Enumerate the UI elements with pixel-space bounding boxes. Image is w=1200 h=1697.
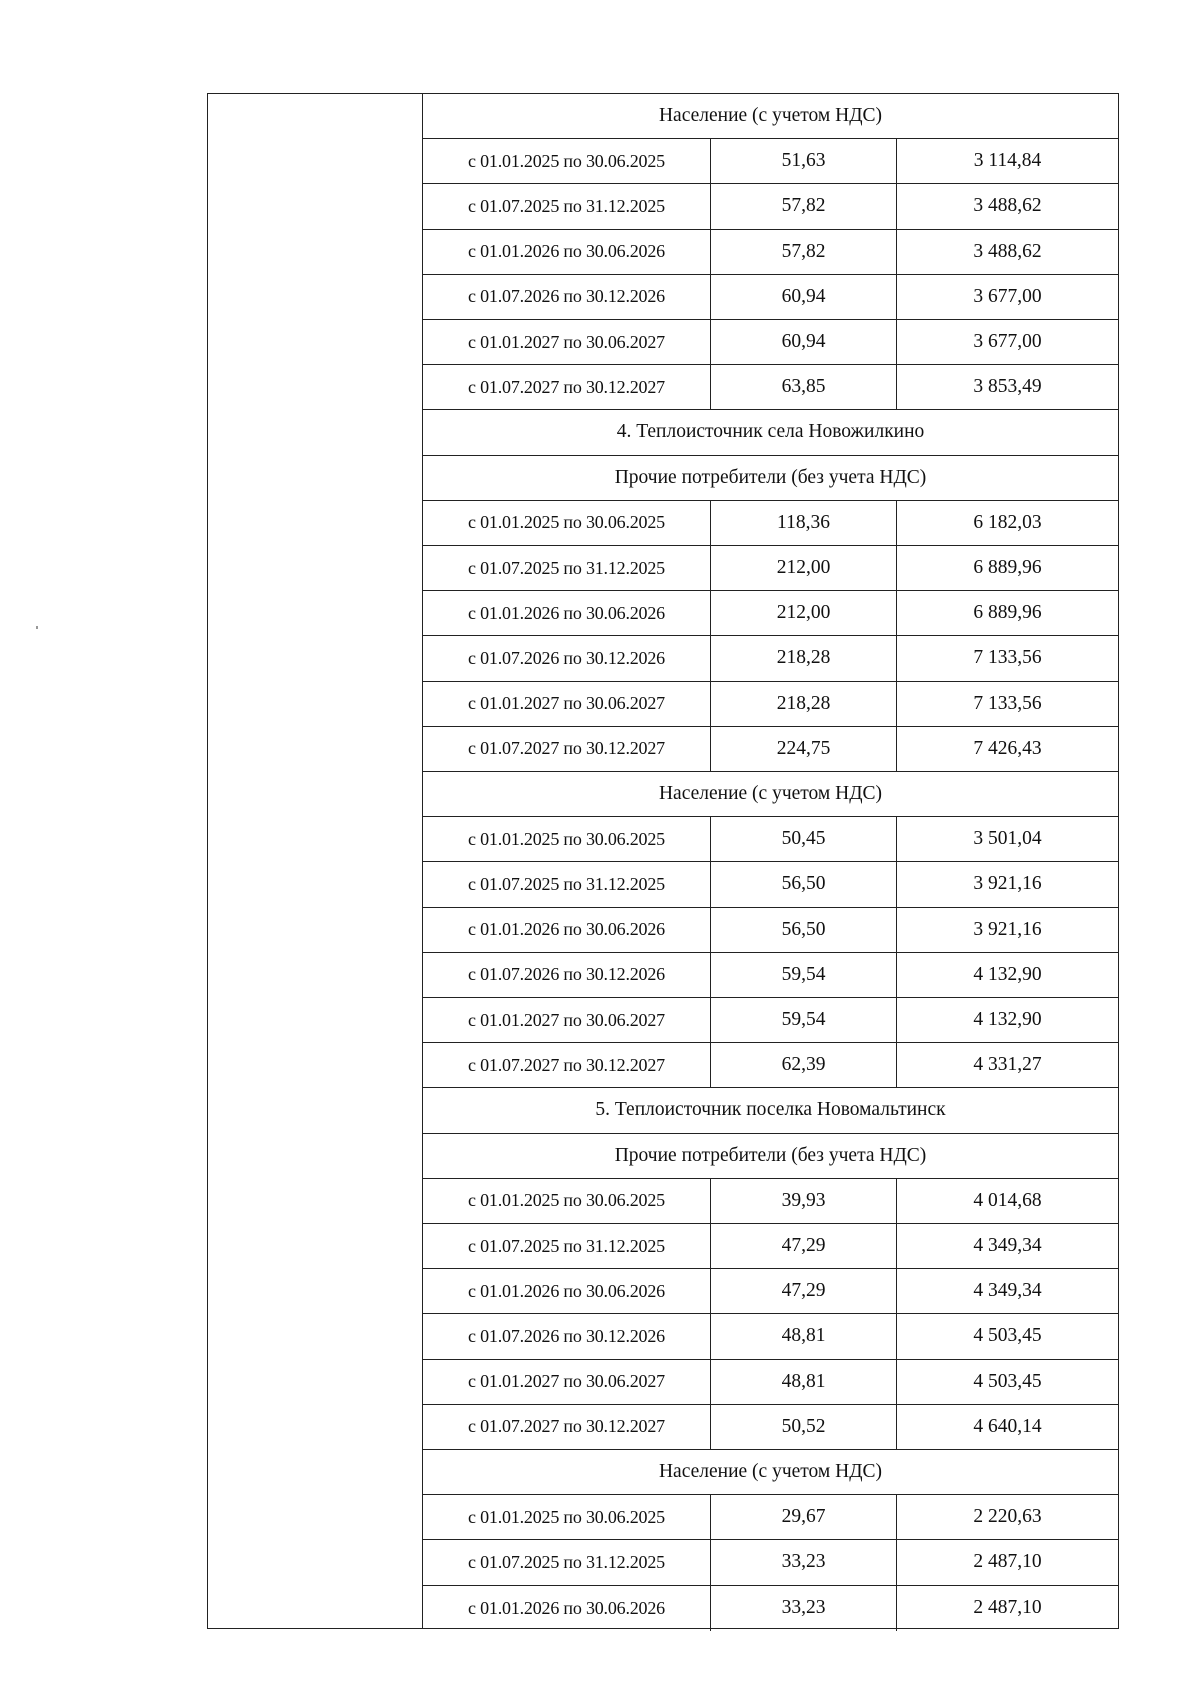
value-cell-2: 2 487,10 bbox=[973, 1551, 1042, 1573]
table-row bbox=[423, 320, 1118, 365]
scan-speck bbox=[36, 626, 38, 629]
table-row bbox=[423, 139, 1118, 184]
section-header-row bbox=[423, 94, 1118, 139]
section-header: 5. Теплоисточник поселка Новомальтинск bbox=[595, 1099, 946, 1121]
value-cell-2: 4 349,34 bbox=[973, 1280, 1042, 1302]
period-cell: с 01.07.2026 по 30.12.2026 bbox=[423, 1314, 711, 1358]
table-row bbox=[423, 501, 1118, 546]
value-cell-1: 51,63 bbox=[711, 139, 897, 183]
table-row bbox=[423, 275, 1118, 320]
value-cell-2: 4 132,90 bbox=[973, 963, 1042, 985]
value-cell-2: 6 889,96 bbox=[973, 557, 1042, 579]
section-header: Прочие потребители (без учета НДС) bbox=[614, 466, 927, 488]
period-cell: с 01.01.2027 по 30.06.2027 bbox=[423, 320, 711, 364]
value-cell-2: 7 133,56 bbox=[973, 647, 1042, 669]
period-cell: с 01.01.2026 по 30.06.2026 bbox=[423, 1269, 711, 1313]
section-header: Население (с учетом НДС) bbox=[658, 105, 883, 127]
value-cell-2: 4 331,27 bbox=[973, 1054, 1042, 1076]
value-cell-1: 212,00 bbox=[711, 546, 897, 590]
value-cell-1: 224,75 bbox=[711, 727, 897, 771]
table-row bbox=[423, 1269, 1118, 1314]
value-cell-1: 63,85 bbox=[711, 365, 897, 409]
value-cell-2: 2 487,10 bbox=[973, 1597, 1042, 1619]
table-row bbox=[423, 1586, 1118, 1631]
table-row bbox=[423, 998, 1118, 1043]
value-cell-1: 218,28 bbox=[711, 636, 897, 680]
value-cell-2: 2 220,63 bbox=[973, 1506, 1042, 1528]
table-row bbox=[423, 1043, 1118, 1088]
table-row bbox=[423, 365, 1118, 410]
period-cell: с 01.01.2025 по 30.06.2025 bbox=[423, 139, 711, 183]
section-header-row bbox=[423, 1450, 1118, 1495]
section-header-row bbox=[423, 1088, 1118, 1133]
value-cell-2: 4 349,34 bbox=[973, 1235, 1042, 1257]
value-cell-1: 57,82 bbox=[711, 230, 897, 274]
section-header: Прочие потребители (без учета НДС) bbox=[614, 1144, 927, 1166]
value-cell-2: 4 014,68 bbox=[973, 1189, 1042, 1211]
period-cell: с 01.07.2026 по 30.12.2026 bbox=[423, 636, 711, 680]
value-cell-1: 50,45 bbox=[711, 817, 897, 861]
section-header-row bbox=[423, 772, 1118, 817]
tariff-table bbox=[207, 93, 1119, 1629]
value-cell-1: 56,50 bbox=[711, 862, 897, 906]
period-cell: с 01.07.2025 по 31.12.2025 bbox=[423, 1224, 711, 1268]
section-header: 4. Теплоисточник села Новожилкино bbox=[616, 421, 925, 443]
period-cell: с 01.07.2025 по 31.12.2025 bbox=[423, 1540, 711, 1584]
value-cell-1: 48,81 bbox=[711, 1360, 897, 1404]
period-cell: с 01.07.2026 по 30.12.2026 bbox=[423, 953, 711, 997]
table-row bbox=[423, 908, 1118, 953]
section-header-row bbox=[423, 1134, 1118, 1179]
value-cell-2: 4 132,90 bbox=[973, 1009, 1042, 1031]
value-cell-1: 47,29 bbox=[711, 1269, 897, 1313]
period-cell: с 01.07.2025 по 31.12.2025 bbox=[423, 184, 711, 228]
period-cell: с 01.07.2025 по 31.12.2025 bbox=[423, 546, 711, 590]
period-cell: с 01.01.2027 по 30.06.2027 bbox=[423, 1360, 711, 1404]
value-cell-2: 3 677,00 bbox=[973, 285, 1042, 307]
value-cell-2: 4 640,14 bbox=[973, 1415, 1042, 1437]
value-cell-2: 3 488,62 bbox=[973, 240, 1042, 262]
value-cell-2: 4 503,45 bbox=[973, 1370, 1042, 1392]
table-row bbox=[423, 636, 1118, 681]
value-cell-2: 3 853,49 bbox=[973, 376, 1042, 398]
table-row bbox=[423, 184, 1118, 229]
period-cell: с 01.01.2025 по 30.06.2025 bbox=[423, 1179, 711, 1223]
period-cell: с 01.01.2025 по 30.06.2025 bbox=[423, 817, 711, 861]
value-cell-1: 118,36 bbox=[711, 501, 897, 545]
value-cell-1: 218,28 bbox=[711, 682, 897, 726]
period-cell: с 01.01.2026 по 30.06.2026 bbox=[423, 1586, 711, 1631]
period-cell: с 01.07.2027 по 30.12.2027 bbox=[423, 1405, 711, 1449]
table-row bbox=[423, 862, 1118, 907]
period-cell: с 01.01.2026 по 30.06.2026 bbox=[423, 230, 711, 274]
period-cell: с 01.07.2026 по 30.12.2026 bbox=[423, 275, 711, 319]
table-row bbox=[423, 546, 1118, 591]
table-row bbox=[423, 953, 1118, 998]
value-cell-2: 4 503,45 bbox=[973, 1325, 1042, 1347]
value-cell-2: 6 889,96 bbox=[973, 602, 1042, 624]
table-row bbox=[423, 1224, 1118, 1269]
table-row bbox=[423, 727, 1118, 772]
table-row bbox=[423, 1360, 1118, 1405]
value-cell-2: 3 921,16 bbox=[973, 873, 1042, 895]
value-cell-1: 57,82 bbox=[711, 184, 897, 228]
section-header-row bbox=[423, 410, 1118, 455]
table-row bbox=[423, 1405, 1118, 1450]
value-cell-1: 56,50 bbox=[711, 908, 897, 952]
value-cell-1: 60,94 bbox=[711, 320, 897, 364]
period-cell: с 01.01.2027 по 30.06.2027 bbox=[423, 998, 711, 1042]
period-cell: с 01.07.2027 по 30.12.2027 bbox=[423, 1043, 711, 1087]
value-cell-2: 7 426,43 bbox=[973, 737, 1042, 759]
value-cell-1: 39,93 bbox=[711, 1179, 897, 1223]
value-cell-1: 47,29 bbox=[711, 1224, 897, 1268]
value-cell-1: 33,23 bbox=[711, 1586, 897, 1631]
value-cell-2: 3 677,00 bbox=[973, 331, 1042, 353]
value-cell-2: 6 182,03 bbox=[973, 511, 1042, 533]
value-cell-1: 29,67 bbox=[711, 1495, 897, 1539]
period-cell: с 01.01.2025 по 30.06.2025 bbox=[423, 501, 711, 545]
value-cell-2: 3 921,16 bbox=[973, 918, 1042, 940]
table-row bbox=[423, 817, 1118, 862]
value-cell-1: 212,00 bbox=[711, 591, 897, 635]
value-cell-1: 48,81 bbox=[711, 1314, 897, 1358]
period-cell: с 01.01.2027 по 30.06.2027 bbox=[423, 682, 711, 726]
value-cell-2: 3 488,62 bbox=[973, 195, 1042, 217]
value-cell-1: 60,94 bbox=[711, 275, 897, 319]
table-row bbox=[423, 1179, 1118, 1224]
value-cell-1: 59,54 bbox=[711, 998, 897, 1042]
value-cell-1: 62,39 bbox=[711, 1043, 897, 1087]
table-row bbox=[423, 591, 1118, 636]
value-cell-1: 50,52 bbox=[711, 1405, 897, 1449]
table-row bbox=[423, 1495, 1118, 1540]
period-cell: с 01.07.2027 по 30.12.2027 bbox=[423, 365, 711, 409]
period-cell: с 01.07.2025 по 31.12.2025 bbox=[423, 862, 711, 906]
period-cell: с 01.01.2026 по 30.06.2026 bbox=[423, 908, 711, 952]
table-body bbox=[423, 94, 1118, 1628]
period-cell: с 01.07.2027 по 30.12.2027 bbox=[423, 727, 711, 771]
section-header: Население (с учетом НДС) bbox=[658, 783, 883, 805]
table-row bbox=[423, 1540, 1118, 1585]
value-cell-2: 3 501,04 bbox=[973, 828, 1042, 850]
table-row bbox=[423, 230, 1118, 275]
section-header-row bbox=[423, 456, 1118, 501]
period-cell: с 01.01.2026 по 30.06.2026 bbox=[423, 591, 711, 635]
value-cell-1: 59,54 bbox=[711, 953, 897, 997]
value-cell-2: 3 114,84 bbox=[973, 150, 1042, 172]
table-row bbox=[423, 682, 1118, 727]
value-cell-2: 7 133,56 bbox=[973, 692, 1042, 714]
value-cell-1: 33,23 bbox=[711, 1540, 897, 1584]
table-row bbox=[423, 1314, 1118, 1359]
section-header: Население (с учетом НДС) bbox=[658, 1461, 883, 1483]
table-left-column bbox=[208, 94, 423, 1628]
period-cell: с 01.01.2025 по 30.06.2025 bbox=[423, 1495, 711, 1539]
